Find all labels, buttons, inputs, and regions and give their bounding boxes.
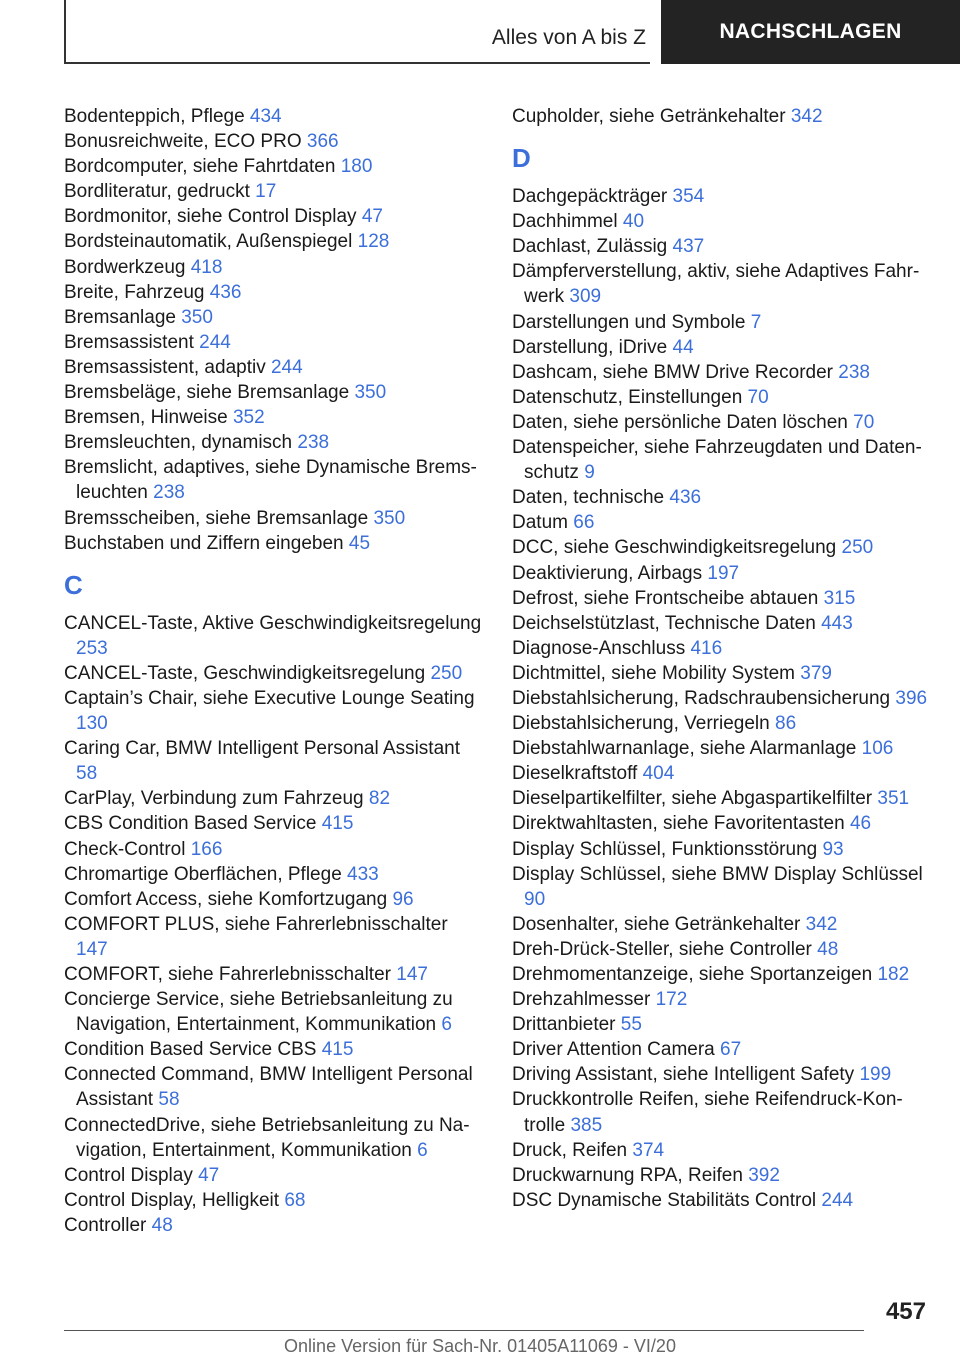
page-reference-link[interactable]: 418 <box>190 256 223 278</box>
page-reference-link[interactable]: 415 <box>321 813 354 835</box>
index-entry <box>64 912 484 962</box>
index-term: Dichtmittel, siehe Mobility System <box>512 662 795 684</box>
page-reference-link[interactable]: 48 <box>817 938 839 960</box>
index-entry <box>512 259 932 309</box>
index-entry <box>512 736 932 761</box>
index-term: CarPlay, Verbindung zum Fahrzeug <box>64 788 364 810</box>
index-entry <box>64 330 484 355</box>
page-reference-link[interactable]: 17 <box>255 181 277 203</box>
index-term: ConnectedDrive, siehe Betriebsanleitung zu Navigation, Entertainment, Kommunikation <box>64 1114 470 1161</box>
page-reference-link[interactable]: 350 <box>354 382 387 404</box>
index-term: Connected Command, BMW Intelligent Personal Assistant <box>64 1064 473 1111</box>
page-reference-link[interactable]: 374 <box>632 1139 665 1161</box>
page-reference-link[interactable]: 70 <box>853 411 875 433</box>
index-term: DSC Dynamische Stabilitäts Control <box>512 1189 817 1211</box>
page-reference-link[interactable]: 93 <box>822 838 844 860</box>
index-entry <box>64 179 484 204</box>
index-term: Datenschutz, Einstellungen <box>512 386 743 408</box>
index-entry <box>512 987 932 1012</box>
index-term: Drehzahlmesser <box>512 989 651 1011</box>
index-entry <box>512 1012 932 1037</box>
page-reference-link[interactable]: 244 <box>270 356 303 378</box>
index-entry <box>64 611 484 661</box>
index-entry <box>64 430 484 455</box>
index-term: Bremsassistent, adaptiv <box>64 356 266 378</box>
index-entry <box>512 611 932 636</box>
index-term: Datenspeicher, siehe Fahrzeugdaten und Datenschutz <box>512 437 922 484</box>
page-reference-link[interactable]: 350 <box>373 507 406 529</box>
page-reference-link[interactable]: 128 <box>357 231 390 253</box>
index-entry <box>64 736 484 786</box>
index-entry <box>64 837 484 862</box>
index-entry <box>512 485 932 510</box>
index-entry <box>512 786 932 811</box>
index-entry <box>512 385 932 410</box>
index-term: Darstellung, iDrive <box>512 336 668 358</box>
index-entry <box>512 761 932 786</box>
page-reference-link[interactable]: 58 <box>158 1089 180 1111</box>
index-term: Buchstaben und Ziffern eingeben <box>64 532 344 554</box>
page-reference-link[interactable]: 40 <box>622 211 645 233</box>
page-reference-link[interactable]: 86 <box>775 713 797 735</box>
page-reference-link[interactable]: 6 <box>441 1014 452 1036</box>
index-entry <box>64 280 484 305</box>
page-header <box>64 0 960 64</box>
index-entry <box>512 912 932 937</box>
index-term: Diagnose-Anschluss <box>512 637 686 659</box>
index-entry <box>64 1037 484 1062</box>
page-reference-link[interactable]: 70 <box>747 386 769 408</box>
index-term: Comfort Access, siehe Komfortzugang <box>64 888 388 910</box>
page-reference-link[interactable]: 82 <box>368 788 391 810</box>
page-reference-link[interactable]: 434 <box>249 106 282 127</box>
index-entry <box>512 561 932 586</box>
page-reference-link[interactable]: 238 <box>838 361 870 383</box>
index-entry <box>64 104 484 129</box>
page-reference-link[interactable]: 396 <box>895 687 928 709</box>
index-entry <box>512 335 932 360</box>
page-reference-link[interactable]: 404 <box>642 763 675 785</box>
index-term: Bremsassistent <box>64 331 194 353</box>
page-reference-link[interactable]: 392 <box>748 1164 780 1186</box>
index-term: Datum <box>512 512 568 534</box>
page-reference-link[interactable]: 436 <box>669 487 702 509</box>
index-term: Druckkontrolle Reifen, siehe Reifendruck-Kontrolle <box>512 1089 903 1136</box>
page-reference-link[interactable]: 199 <box>859 1064 892 1086</box>
index-column-left <box>64 104 484 1238</box>
page-reference-link[interactable]: 44 <box>672 336 694 358</box>
index-entry <box>512 184 932 209</box>
index-entry <box>64 229 484 254</box>
index-entry <box>512 1138 932 1163</box>
page-reference-link[interactable]: 244 <box>199 331 231 353</box>
index-term: Daten, siehe persönliche Daten löschen <box>512 411 848 433</box>
index-term: Drehmomentanzeige, siehe Sportanzeigen <box>512 964 873 985</box>
index-entry <box>64 506 484 531</box>
page-reference-link[interactable]: 315 <box>823 587 856 609</box>
index-term: Chromartige Oberflächen, Pflege <box>64 863 342 885</box>
index-entry <box>64 962 484 987</box>
index-entry <box>64 380 484 405</box>
index-term: Breite, Fahrzeug <box>64 281 205 303</box>
index-entry <box>512 661 932 686</box>
index-entry <box>512 862 932 912</box>
index-term: Bordmonitor, siehe Control Display <box>64 206 357 228</box>
page-reference-link[interactable]: 172 <box>655 989 688 1011</box>
page-reference-link[interactable]: 366 <box>306 131 339 153</box>
index-term: Darstellungen und Symbole <box>512 311 746 333</box>
index-entry <box>512 234 932 259</box>
index-entry <box>512 636 932 661</box>
index-term: Bonusreichweite, ECO PRO <box>64 131 302 153</box>
page-reference-link[interactable]: 7 <box>750 311 762 333</box>
index-term: Direktwahltasten, siehe Favoritentasten <box>512 813 845 835</box>
index-term: Control Display, Helligkeit <box>64 1189 280 1211</box>
index-term: Dachgepäckträger <box>512 186 668 208</box>
page-reference-link[interactable]: 238 <box>153 482 185 504</box>
page-reference-link[interactable]: 415 <box>321 1039 354 1061</box>
page-reference-link[interactable]: 47 <box>198 1164 220 1186</box>
index-term: Bremsen, Hinweise <box>64 407 228 429</box>
index-term: Dämpferverstellung, aktiv, siehe Adaptives Fahrwerk <box>512 261 920 308</box>
index-entry <box>512 209 932 234</box>
index-term: Display Schlüssel, Funktionsstörung <box>512 838 818 860</box>
index-term: Bordwerkzeug <box>64 256 186 278</box>
index-term: Bremsbeläge, siehe Bremsanlage <box>64 382 350 404</box>
index-term: Deaktivierung, Airbags <box>512 562 703 584</box>
index-term: Caring Car, BMW Intelligent Personal Assistant <box>64 738 461 760</box>
index-entry <box>512 1037 932 1062</box>
index-entry <box>512 962 932 987</box>
footer-divider <box>64 1330 864 1331</box>
index-entry <box>512 310 932 335</box>
page-reference-link[interactable]: 48 <box>151 1214 173 1236</box>
page-reference-link[interactable]: 351 <box>877 788 910 810</box>
index-term: Defrost, siehe Frontscheibe abtauen <box>512 587 819 609</box>
index-term: Driver Attention Camera <box>512 1039 715 1061</box>
index-term: Driving Assistant, siehe Intelligent Safety <box>512 1064 855 1086</box>
index-term: Bordcomputer, siehe Fahrtdaten <box>64 156 336 178</box>
index-entry <box>64 531 484 556</box>
index-term: Dieselkraftstoff <box>512 763 638 785</box>
index-term: Dachhimmel <box>512 211 618 233</box>
index-term: Cupholder, siehe Getränkehalter <box>512 106 786 127</box>
index-entry <box>512 711 932 736</box>
index-term: Check-Control <box>64 838 186 860</box>
index-entry <box>64 455 484 505</box>
index-term: Bremsscheiben, siehe Bremsanlage <box>64 507 369 529</box>
index-term: Druckwarnung RPA, Reifen <box>512 1164 743 1186</box>
page-reference-link[interactable]: 96 <box>392 888 414 910</box>
page-reference-link[interactable]: 106 <box>861 738 894 760</box>
index-letter-heading: D <box>512 143 531 174</box>
index-entry <box>512 586 932 611</box>
footer-text: Online Version für Sach-Nr. 01405A11069 - VI/20 <box>284 1336 676 1356</box>
page-reference-link[interactable]: 436 <box>209 281 242 303</box>
index-entry <box>64 204 484 229</box>
index-term: Controller <box>64 1214 147 1236</box>
index-term: Dreh-Drück-Steller, siehe Controller <box>512 938 812 960</box>
index-entry <box>64 255 484 280</box>
page-reference-link[interactable]: 342 <box>805 913 838 935</box>
index-entry <box>64 987 484 1037</box>
page-reference-link[interactable]: 166 <box>190 838 223 860</box>
index-entry <box>512 510 932 535</box>
index-entry <box>512 435 932 485</box>
index-entry <box>512 1062 932 1087</box>
index-entry <box>512 1188 932 1213</box>
index-term: Dosenhalter, siehe Getränkehalter <box>512 913 801 935</box>
page-reference-link[interactable]: 354 <box>672 186 705 208</box>
page-reference-link[interactable]: 147 <box>396 964 428 985</box>
index-entry <box>64 887 484 912</box>
index-term: Diebstahlsicherung, Verriegeln <box>512 713 770 735</box>
index-term: Drittanbieter <box>512 1014 616 1036</box>
page-reference-link[interactable]: 197 <box>707 562 740 584</box>
index-term: CANCEL-Taste, Geschwindigkeitsregelung <box>64 662 426 684</box>
page-reference-link[interactable]: 180 <box>340 156 373 178</box>
index-column-right <box>512 104 932 1213</box>
index-term: Captain’s Chair, siehe Executive Lounge Seating <box>64 687 475 709</box>
index-term: COMFORT PLUS, siehe Fahrerlebnisschalter <box>64 913 448 935</box>
index-entry <box>512 937 932 962</box>
page-reference-link[interactable]: 9 <box>584 462 595 484</box>
page-reference-link[interactable]: 55 <box>620 1014 642 1036</box>
page-reference-link[interactable]: 6 <box>417 1139 428 1161</box>
index-entry <box>512 360 932 385</box>
index-entry <box>512 535 932 560</box>
index-entry <box>64 1213 484 1238</box>
index-term: Diebstahlwarnanlage, siehe Alarmanlage <box>512 738 857 760</box>
page-reference-link[interactable]: 66 <box>573 512 595 534</box>
index-entry <box>64 1113 484 1163</box>
index-term: Diebstahlsicherung, Radschraubensicherung <box>512 687 891 709</box>
index-term: CBS Condition Based Service <box>64 813 317 835</box>
index-entry <box>64 686 484 736</box>
page-reference-link[interactable]: 238 <box>297 432 330 454</box>
index-entry <box>64 786 484 811</box>
index-entry <box>64 1188 484 1213</box>
index-entry <box>512 104 932 129</box>
index-term: Dashcam, siehe BMW Drive Recorder <box>512 361 833 383</box>
page-reference-link[interactable]: 433 <box>347 863 379 885</box>
index-term: Bremsleuchten, dynamisch <box>64 432 293 454</box>
index-entry <box>64 862 484 887</box>
index-term: Control Display <box>64 1164 193 1186</box>
page-reference-link[interactable]: 250 <box>841 537 874 559</box>
index-entry <box>64 129 484 154</box>
index-term: Bremslicht, adaptives, siehe Dynamische Bremsleuchten <box>64 457 477 504</box>
page-reference-link[interactable]: 379 <box>800 662 832 684</box>
index-entry <box>64 661 484 686</box>
index-term: CANCEL-Taste, Aktive Geschwindigkeitsregelung <box>64 612 482 634</box>
page-reference-link[interactable]: 385 <box>570 1114 603 1136</box>
page-reference-link[interactable]: 182 <box>877 964 910 985</box>
index-term: Concierge Service, siehe Betriebsanleitung zu Navigation, Entertainment, Kommunikation <box>64 989 453 1036</box>
section-title: Alles von A bis Z <box>491 26 646 49</box>
index-term: Bremsanlage <box>64 306 176 328</box>
page-reference-link[interactable]: 46 <box>849 813 872 835</box>
page-reference-link[interactable]: 45 <box>348 532 371 554</box>
page-reference-link[interactable]: 443 <box>821 612 853 634</box>
page-reference-link[interactable]: 67 <box>720 1039 742 1061</box>
index-term: Daten, technische <box>512 487 665 509</box>
index-term: Display Schlüssel, siehe BMW Display Schlüssel <box>512 863 923 885</box>
index-entry <box>512 1087 932 1137</box>
index-term: Deichselstützlast, Technische Daten <box>512 612 816 634</box>
index-term: Bordliteratur, gedruckt <box>64 181 250 203</box>
page-reference-link[interactable]: 68 <box>284 1189 306 1211</box>
index-entry <box>64 305 484 330</box>
index-entry <box>64 355 484 380</box>
page-reference-link[interactable]: 58 <box>76 763 98 785</box>
index-term: Condition Based Service CBS <box>64 1039 317 1061</box>
index-entry <box>64 405 484 430</box>
chapter-tab[interactable]: NACHSCHLAGEN <box>661 0 960 64</box>
page-reference-link[interactable]: 147 <box>76 938 108 960</box>
page-reference-link[interactable]: 253 <box>76 637 108 659</box>
index-entry <box>512 410 932 435</box>
index-entry <box>64 154 484 179</box>
page-reference-link[interactable]: 130 <box>76 713 108 735</box>
page-reference-link[interactable]: 342 <box>790 106 823 127</box>
page-reference-link[interactable]: 437 <box>672 236 705 258</box>
index-term: Bodenteppich, Pflege <box>64 106 245 127</box>
page-reference-link[interactable]: 47 <box>361 206 383 228</box>
page-reference-link[interactable]: 250 <box>430 662 463 684</box>
index-term: Druck, Reifen <box>512 1139 628 1161</box>
page-reference-link[interactable]: 309 <box>569 286 602 308</box>
index-term: COMFORT, siehe Fahrerlebnisschalter <box>64 964 391 985</box>
index-entry <box>512 1163 932 1188</box>
index-entry <box>512 686 932 711</box>
page-reference-link[interactable]: 90 <box>524 888 546 910</box>
page-reference-link[interactable]: 352 <box>232 407 265 429</box>
page-reference-link[interactable]: 350 <box>181 306 213 328</box>
page-reference-link[interactable]: 416 <box>690 637 723 659</box>
index-entry <box>64 1163 484 1188</box>
index-entry <box>512 837 932 862</box>
index-term: Dieselpartikelfilter, siehe Abgaspartikelfilter <box>512 788 873 810</box>
index-entry <box>64 811 484 836</box>
index-term: DCC, siehe Geschwindigkeitsregelung <box>512 537 837 559</box>
index-term: Dachlast, Zulässig <box>512 236 668 258</box>
index-entry <box>64 1062 484 1112</box>
page-reference-link[interactable]: 244 <box>821 1189 854 1211</box>
index-letter-heading: C <box>64 569 83 600</box>
index-entry <box>512 811 932 836</box>
page-number: 457 <box>885 1298 926 1325</box>
index-term: Bordsteinautomatik, Außenspiegel <box>64 231 353 253</box>
